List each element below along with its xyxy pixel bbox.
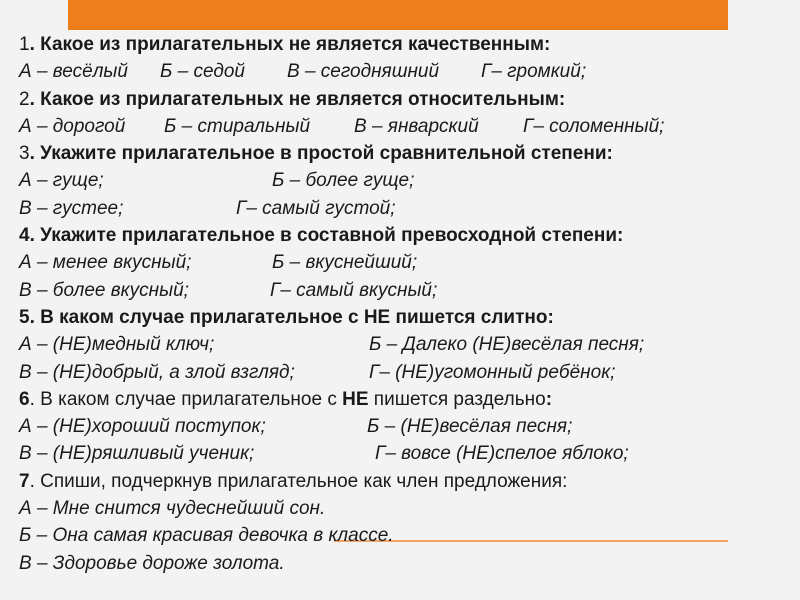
option-c: В – более вкусный; <box>19 279 189 301</box>
question-7-option-a <box>19 495 794 522</box>
quiz-content <box>19 31 794 577</box>
question-4-options-row-2 <box>19 277 794 304</box>
option-d: Г– самый густой; <box>236 197 396 219</box>
option-c: В – Здоровье дороже золота. <box>19 552 285 574</box>
option-b: Б – вкуснейший; <box>272 252 418 274</box>
question-1: 1. Какое из прилагательных не является качественным: <box>19 34 551 55</box>
option-d: Г– соломенный; <box>523 115 665 137</box>
option-a: А – дорогой <box>19 115 126 137</box>
option-b: Б – стиральный <box>164 115 311 137</box>
option-d: Г– вовсе (НЕ)спелое яблоко; <box>375 443 629 465</box>
question-4-options-row-1 <box>19 249 794 276</box>
option-c: В – сегодняшний <box>287 61 440 83</box>
option-d: Г– (НЕ)угомонный ребёнок; <box>369 361 616 383</box>
top-accent-bar <box>68 0 728 30</box>
question-4: 4. Укажите прилагательное в составной превосходной степени: <box>19 225 624 247</box>
option-c: В – январский <box>354 115 479 137</box>
question-5: 5. В каком случае прилагательное с НЕ пишется слитно: <box>19 306 554 328</box>
option-a: А – (НЕ)медный ключ; <box>19 334 215 356</box>
option-a: А – гуще; <box>19 170 104 192</box>
option-a: А – весёлый <box>19 61 128 83</box>
option-b: Б – седой <box>160 61 245 83</box>
option-b: Б – Далеко (НЕ)весёлая песня; <box>369 334 645 356</box>
option-b: Б – (НЕ)весёлая песня; <box>367 416 573 438</box>
option-c: В – (НЕ)ряшливый ученик; <box>19 443 255 465</box>
question-7-option-c <box>19 550 794 577</box>
question-6-options-row-2 <box>19 440 794 467</box>
question-3-options-row-1 <box>19 167 794 194</box>
question-2: 2. Какое из прилагательных не является относительным: <box>19 88 566 110</box>
question-1-options <box>19 58 794 85</box>
question-3-options-row-2 <box>19 195 794 222</box>
question-6: 6. В каком случае прилагательное с НЕ пишется раздельно: <box>19 388 553 410</box>
option-c: В – густее; <box>19 197 124 219</box>
option-b: Б – более гуще; <box>272 170 415 192</box>
option-a: А – (НЕ)хороший поступок; <box>19 416 266 438</box>
option-c: В – (НЕ)добрый, а злой взгляд; <box>19 361 295 383</box>
question-7-option-b <box>19 522 794 549</box>
question-2-options <box>19 113 794 140</box>
option-d: Г– громкий; <box>481 61 587 83</box>
question-7: 7. Спиши, подчеркнув прилагательное как член предложения: <box>19 470 568 492</box>
option-d: Г– самый вкусный; <box>270 279 438 301</box>
question-6-options-row-1 <box>19 413 794 440</box>
question-3: 3. Укажите прилагательное в простой сравнительной степени: <box>19 143 613 165</box>
option-b: Б – Она самая красивая девочка в классе. <box>19 525 394 547</box>
question-5-options-row-1 <box>19 331 794 358</box>
option-a: А – Мне снится чудеснейший сон. <box>19 498 326 520</box>
question-5-options-row-2 <box>19 359 794 386</box>
option-a: А – менее вкусный; <box>19 252 192 274</box>
